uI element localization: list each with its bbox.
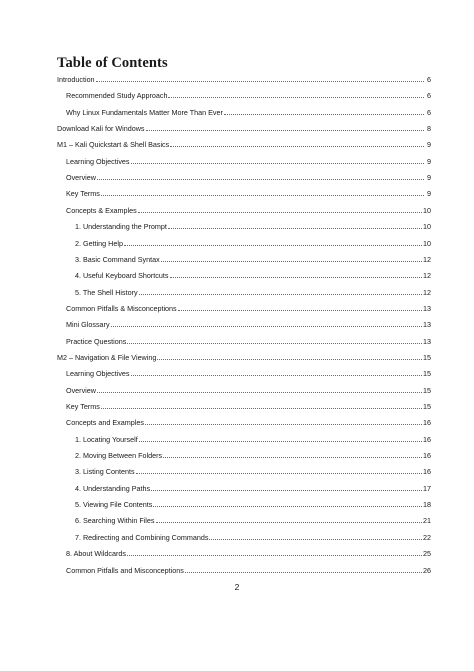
toc-entry-page: 6 [427,107,431,117]
dot-leader [101,408,422,409]
toc-entry-label: 3. Basic Command Syntax [75,254,160,264]
dot-leader [127,555,422,556]
toc-entry[interactable] [66,547,431,558]
toc-entry[interactable] [75,253,431,264]
toc-entry-page: 12 [423,287,431,297]
toc-entry-page: 10 [423,238,431,248]
toc-entry[interactable] [66,318,431,329]
dot-leader [209,539,422,540]
toc-entry-label: M2 – Navigation & File Viewing [57,352,157,362]
toc-entry-label: 1. Locating Yourself [75,434,138,444]
toc-entry-page: 25 [423,549,431,559]
toc-entry-label: Common Pitfalls and Misconceptions [66,565,184,575]
toc-entry-page: 13 [423,320,431,330]
toc-entry[interactable] [75,482,431,493]
toc-entry[interactable] [75,465,431,476]
toc-entry[interactable] [57,138,431,149]
toc-entry-label: 4. Useful Keyboard Shortcuts [75,271,169,281]
toc-entry-label: Why Linux Fundamentals Matter More Than Ever [66,107,223,117]
dot-leader [136,473,422,474]
dot-leader [138,212,422,213]
dot-leader [170,146,424,147]
dot-leader [157,359,422,360]
dot-leader [101,195,424,196]
toc-entry-page: 22 [423,532,431,542]
toc-entry-label: Concepts and Examples [66,418,144,428]
toc-entry-label: 2. Getting Help [75,238,123,248]
dot-leader [96,81,424,82]
dot-leader [163,457,422,458]
toc-entry-label: Overview [66,385,96,395]
toc-entry[interactable] [75,514,431,525]
dot-leader [178,310,422,311]
toc-entry-page: 9 [427,173,431,183]
toc-entry-page: 6 [427,75,431,84]
dot-leader [139,441,422,442]
dot-leader [168,228,422,229]
toc-entry[interactable] [66,171,431,182]
toc-entry-page: 15 [423,385,431,395]
toc-entry[interactable] [66,564,431,575]
toc-entry[interactable] [66,204,431,215]
toc-entry[interactable] [66,384,431,395]
toc-entry-page: 13 [423,336,431,346]
toc-entry[interactable] [66,416,431,427]
toc-entry-page: 8 [427,124,431,134]
toc-entry-label: 6. Searching Within Files [75,516,155,526]
dot-leader [185,572,422,573]
dot-leader [156,522,423,523]
toc-entry[interactable] [66,367,431,378]
dot-leader [131,163,424,164]
toc-title: Table of Contents [57,55,168,71]
toc-entry-label: 1. Understanding the Prompt [75,222,167,232]
toc-entry[interactable] [57,122,431,133]
toc-entry-page: 15 [423,402,431,411]
toc-entry-page: 12 [423,254,431,264]
toc-entry-label: Introduction [57,75,95,84]
toc-entry-label: Common Pitfalls & Misconceptions [66,303,177,313]
dot-leader [124,245,422,246]
toc-entry-page: 15 [423,369,431,379]
toc-entry-label: Practice Questions [66,336,127,346]
toc-entry[interactable] [75,220,431,231]
toc-entry-label: Learning Objectives [66,369,130,379]
dot-leader [139,294,422,295]
toc-entry-label: Learning Objectives [66,156,130,166]
toc-entry[interactable] [57,73,431,84]
toc-entry-label: Recommended Study Approach [66,91,168,101]
toc-entry[interactable] [66,106,431,117]
dot-leader [224,114,424,115]
toc-entry-label: 8. About Wildcards [66,549,126,559]
dot-leader [127,343,422,344]
dot-leader [146,130,425,131]
toc-entry[interactable] [75,449,431,460]
toc-entry-label: 4. Understanding Paths [75,483,151,493]
toc-entry-label: Overview [66,173,96,183]
dot-leader [170,277,423,278]
toc-entry-page: 17 [423,483,431,493]
toc-entry[interactable] [66,335,431,346]
dot-leader [151,490,422,491]
dot-leader [153,506,422,507]
toc-entry-page: 10 [423,222,431,232]
toc-entry-label: Key Terms [66,189,100,199]
toc-entry-label: 5. The Shell History [75,287,138,297]
toc-entry-page: 18 [423,500,431,510]
toc-entry[interactable] [57,351,431,362]
toc-entry-label: Concepts & Examples [66,205,137,215]
toc-entry-page: 6 [427,91,431,101]
toc-entry-page: 10 [423,205,431,215]
toc-entry[interactable] [75,269,431,280]
dot-leader [111,326,422,327]
toc-entry-page: 9 [427,140,431,150]
toc-entry-label: Mini Glossary [66,320,110,330]
toc-entry-label: 2. Moving Between Folders [75,451,163,461]
page-number: 2 [234,582,240,592]
toc-entry-page: 16 [423,467,431,477]
toc-entry[interactable] [66,155,431,166]
dot-leader [131,375,422,376]
toc-entry-page: 9 [427,189,431,199]
toc-entry-page: 26 [423,565,431,575]
toc-entry[interactable] [66,302,431,313]
dot-leader [161,261,422,262]
dot-leader [97,392,422,393]
toc-entry-page: 12 [423,271,431,281]
toc-entry-page: 15 [423,352,431,362]
toc-entry-label: 7. Redirecting and Combining Commands [75,532,209,542]
toc-entry[interactable] [75,531,431,542]
dot-leader [145,424,422,425]
dot-leader [168,97,424,98]
toc-entry-page: 16 [423,451,431,461]
toc-entry[interactable] [75,433,431,444]
toc-entry-page: 21 [423,516,431,526]
toc-entry-label: Download Kali for Windows [57,124,145,134]
toc-entry-label: 5. Viewing File Contents [75,500,153,510]
toc-entry-label: M1 – Kali Quickstart & Shell Basics [57,140,170,150]
toc-entry-page: 16 [423,434,431,444]
toc-entry[interactable] [75,498,431,509]
toc-entry[interactable] [75,237,431,248]
toc-entry-label: 3. Listing Contents [75,467,135,477]
toc-entry[interactable] [66,89,431,100]
toc-entry[interactable] [66,187,431,198]
toc-entry-page: 13 [423,303,431,313]
toc-entry-page: 9 [427,156,431,166]
toc-entry[interactable] [75,286,431,297]
dot-leader [97,179,424,180]
toc-entry-label: Key Terms [66,402,100,411]
toc-entry-page: 16 [423,418,431,428]
toc-entry[interactable] [66,400,431,411]
